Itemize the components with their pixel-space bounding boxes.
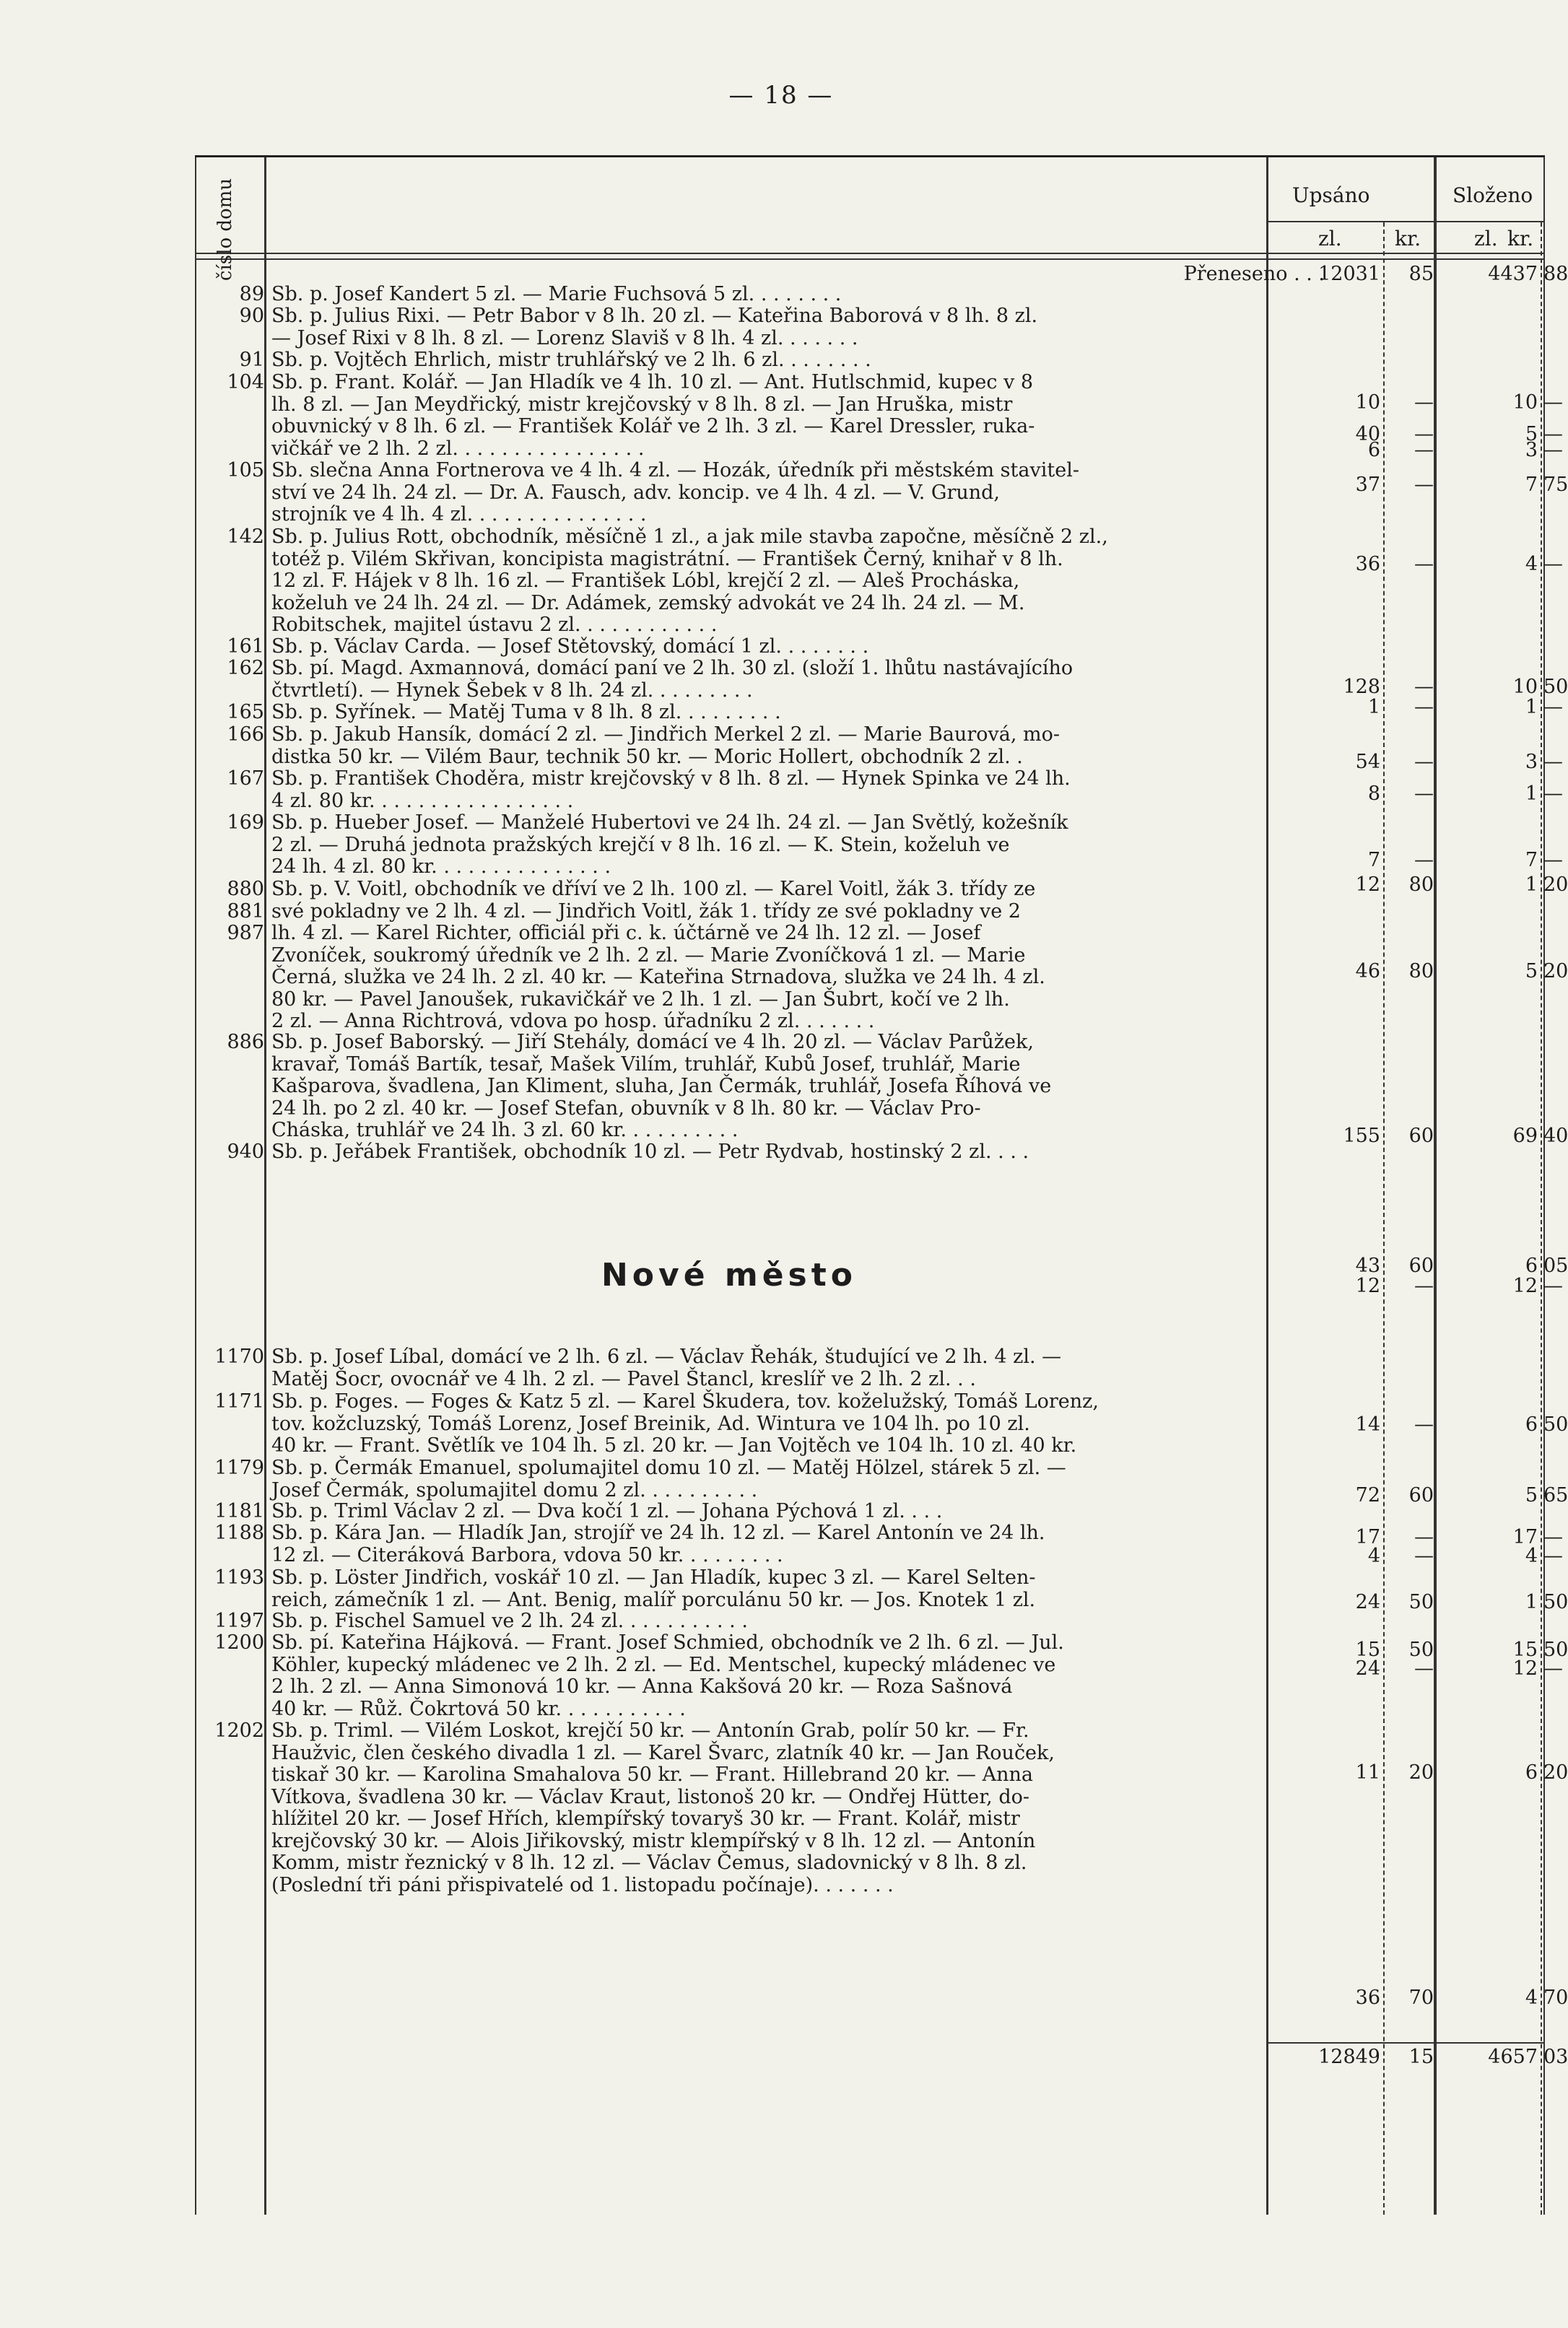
amount-upsano-zl: 8 [1367,782,1380,805]
amount-upsano-kr: — [1414,849,1434,871]
amount-upsano-kr: — [1414,553,1434,575]
amount-slozeno-zl: 3 [1525,751,1538,773]
entry-text: Sb. p. Triml. — Vilém Loskot, krejčí 50 kr. — Antonín Grab, polír 50 kr. — Fr. Haužvic, člen českého divadla 1 zl. — Karel Švarc, zlatník 40 kr. — Jan Rouček, tiskař 30 kr. — Karolina Smahalova 50 kr. — Frant. Hillebrand 20 kr. — Anna Vítkova, švadlena 30 kr. — Václav Kraut, listonoš 20 kr. — Ondřej Hütter, do- hlížitel 20 kr. — Josef Hřích, klempířský tovaryš 30 kr. — Frant. Kolář, mistr krejčovský 30 kr. — Alois Jiřikovský, mistr klempířský v 8 lh. 12 zl. — Antonín Komm, mistr řeznický v 8 lh. 12 zl. — Václav Čemus, sladovnický v 8 lh. 8 zl. (Poslední tři páni přispivatelé od 1. listopadu počínaje). . . . . . . [271,1719,1055,1896]
carried-forward-label: Přeneseno . . . [1183,263,1325,285]
entry-text: Sb. p. Josef Kandert 5 zl. — Marie Fuchsová 5 zl. . . . . . . . [271,283,842,305]
total-upsano-zl: 12849 [1318,2046,1380,2068]
house-number: 940 [227,1141,264,1163]
amount-upsano-zl: 12 [1355,873,1380,896]
house-number: 169 [227,811,264,834]
amount-upsano-zl: 7 [1367,849,1380,871]
amount-upsano-zl: 43 [1355,1255,1380,1277]
amount-upsano-zl: 36 [1355,553,1380,575]
amount-slozeno-zl: 1 [1525,782,1538,805]
amount-upsano-kr: 60 [1408,1125,1434,1147]
amount-upsano-zl: 11 [1355,1761,1380,1784]
amount-slozeno-zl: 12 [1512,1657,1538,1680]
amount-upsano-kr: — [1414,696,1434,718]
amount-slozeno-zl: 15 [1512,1639,1538,1661]
amount-upsano-zl: 24 [1355,1657,1380,1680]
amount-upsano-kr: 70 [1408,1987,1434,2009]
amount-slozeno-zl: 5 [1525,960,1538,982]
column-rule [195,157,196,2215]
amount-slozeno-zl: 6 [1525,1255,1538,1277]
entry-text: Sb. p. Vojtěch Ehrlich, mistr truhlářský ve 2 lh. 6 zl. . . . . . . . [271,349,871,371]
house-number: 1179 [214,1457,264,1479]
amount-upsano-kr: 80 [1408,873,1434,896]
section-heading-nove-mesto: Nové město [601,1257,858,1294]
house-number: 886 [227,1031,264,1053]
house-number-header: číslo domu [214,178,236,282]
amount-upsano-kr: 80 [1408,960,1434,982]
ledger-table: číslo domu Upsáno Složeno zl. kr. zl. kr. Přeneseno . . . 12031 85 4437 88 89 Sb. p. Josef Kandert 5 zl. — Marie Fuchsová 5 zl. . . . . . . . 90 Sb. p. Julius Rixi. — Petr Babor v 8 lh. 20 zl. — Kateřina Baborová v 8 lh. 8 zl. — Josef Rixi v 8 lh. 8 zl. — Lorenz Slaviš v 8 lh. 4 zl. . . . . . . 91 Sb. p. Vojtěch Ehrlich, mistr truhlářský ve 2 lh. 6 zl. . . . . . . . 104 Sb. p. Frant. Kolář. — Jan Hladík ve 4 lh. 10 zl. — Ant. Hutlschmid, kupec v 8 lh. 8 zl. — Jan Meydřický, mistr krejčovský v 8 lh. 8 zl. — Jan Hruška, mistr obuvnický v 8 lh. 6 zl. — František Kolář ve 2 lh. 3 zl. — Karel Dressler, ruka- vičkář ve 2 lh. 2 zl. . . . . . . . . . . . . . . . 105 Sb. slečna Anna Fortnerova ve 4 lh. 4 zl. — Hozák, úředník při městském stavitel- ství ve 24 lh. 24 zl. — Dr. A. Fausch, adv. koncip. ve 4 lh. 4 zl. — V. Grund, strojník ve 4 lh. 4 zl. . . . . . . . . . . . . . . 142 Sb. p. Julius Rott, obchodník, měsíčně 1 zl., a jak mile stavba započne, měsíčně 2 zl., totéž p. Vilém Skřivan, koncipista magistrátní. — František Černý, knihař v 8 lh. 12 zl. F. Hájek v 8 lh. 16 zl. — František Lóbl, krejčí 2 zl. — Aleš Procháska, koželuh ve 24 lh. 24 zl. — Dr. Adámek, zemský advokát ve 24 lh. 24 zl. — M. Robitschek, majitel ústavu 2 zl. . . . . . . . . . . . 161 Sb. p. Václav Carda. — Josef Stětovský, domácí 1 zl. . . . . . . . 162 Sb. pí. Magd. Axmannová, domácí paní ve 2 lh. 30 zl. (složí 1. lhůtu nastávajícího čtvrtletí). — Hynek Šebek v 8 lh. 24 zl. . . . . . . . . 165 Sb. p. Syřínek. — Matěj Tuma v 8 lh. 8 zl. . . . . . . . . 166 Sb. p. Jakub Hansík, domácí 2 zl. — Jindřich Merkel 2 zl. — Marie Baurová, mo- distka 50 kr. — Vilém Baur, technik 50 kr. — Moric Hollert, obchodník 2 zl. . 167 Sb. p. František Choděra, mistr krejčovský v 8 lh. 8 zl. — Hynek Spinka ve 24 lh. 4 zl. 80 kr. . . . . . . . . . . . . . . . . 169 Sb. p. Hueber Josef. — Manželé Hubertovi ve 24 lh. 24 zl. — Jan Světlý, kožešník 2 zl. — Druhá jednota pražských krejčí v 8 lh. 16 zl. — K. Stein, koželuh ve 24 lh. 4 zl. 80 kr. . . . . . . . . . . . . . . 880 881 987 Sb. p. V. Voitl, obchodník ve dříví ve 2 lh. 100 zl. — Karel Voitl, žák 3. třídy ze své pokladny ve 2 lh. 4 zl. — Jindřich Voitl, žák 1. třídy ze své pokladny ve 2 lh. 4 zl. — Karel Richter, officiál při c. k. účtárně ve 24 lh. 12 zl. — Josef Zvoníček, soukromý úředník ve 2 lh. 2 zl. — Marie Zvoníčková 1 zl. — Marie Černá, služka ve 24 lh. 2 zl. 40 kr. — Kateřina Strnadova, služka ve 24 lh. 4 zl. 80 kr. — Pavel Janoušek, rukavičkář ve 2 lh. 1 zl. — Jan Šubrt, kočí ve 2 lh. 2 zl. — Anna Richtrová, vdova po hosp. úřadníku 2 zl. . . . . . . 886 Sb. p. Josef Baborský. — Jiří Stehály, domácí ve 4 lh. 20 zl. — Václav Parůžek, kravař, Tomáš Bartík, tesař, Mašek Vilím, truhlář, Kubů Josef, truhlář, Marie Kašparova, švadlena, Jan Kliment, sluha, Jan Čermák, truhlář, Josefa Říhová ve 24 lh. po 2 zl. 40 kr. — Josef Stefan, obuvník v 8 lh. 80 kr. — Václav Pro- Cháska, truhlář ve 24 lh. 3 zl. 60 kr. . . . . . . . . . 940 Sb. p. Jeřábek František, obchodník 10 zl. — Petr Rydvab, hostinský 2 zl. . . . 10 — 10 — 40 — 5 — 6 — 3 — 37 — 7 75 36 — 4 — 128 — 10 50 1 — 1 — 54 — 3 — 8 — 1 — 7 — 7 — 12 80 1 20 46 80 5 20 155 60 69 40 43 60 6 05 12 — 12 — Nové město 1170 Sb. p. Josef Líbal, domácí ve 2 lh. 6 zl. — Václav Řehák, študující ve 2 lh. 4 zl. — Matěj Šocr, ovocnář ve 4 lh. 2 zl. — Pavel Štancl, kreslíř ve 2 lh. 2 zl. . . 1171 Sb. p. Foges. — Foges & Katz 5 zl. — Karel Škudera, tov. koželužský, Tomáš Lorenz, tov. kožcluzský, Tomáš Lorenz, Josef Breinik, Ad. Wintura ve 104 lh. po 10 zl. 40 kr. — Frant. Světlík ve 104 lh. 5 zl. 20 kr. — Jan Vojtěch ve 104 lh. 10 zl. 40 kr. 1179 Sb. p. Čermák Emanuel, spolumajitel domu 10 zl. — Matěj Hölzel, stárek 5 zl. — Josef Čermák, spolumajitel domu 2 zl. . . . . . . . . . 1181 Sb. p. Triml Václav 2 zl. — Dva kočí 1 zl. — Johana Pýchová 1 zl. . . . 1188 Sb. p. Kára Jan. — Hladík Jan, strojíř ve 24 lh. 12 zl. — Karel Antonín ve 24 lh. 12 zl. — Citeráková Barbora, vdova 50 kr. . . . . . . . . 1193 Sb. p. Löster Jindřich, voskář 10 zl. — Jan Hladík, kupec 3 zl. — Karel Selten- reich, zámečník 1 zl. — Ant. Benig, malíř porculánu 50 kr. — Jos. Knotek 1 zl. 1197 Sb. p. Fischel Samuel ve 2 lh. 24 zl. . . . . . . . . . . 1200 Sb. pí. Kateřina Hájková. — Frant. Josef Schmied, obchodník ve 2 lh. 6 zl. — Jul. Köhler, kupecký mládenec ve 2 lh. 2 zl. — Ed. Mentschel, kupecký mládenec ve 2 lh. 2 zl. — Anna Simonová 10 kr. — Anna Kakšová 20 kr. — Roza Sašnová 40 kr. — Růž. Čokrtová 50 kr. . . . . . . . . . . 1202 Sb. p. Triml. — Vilém Loskot, krejčí 50 kr. — Antonín Grab, polír 50 kr. — Fr. Haužvic, člen českého divadla 1 zl. — Karel Švarc, zlatník 40 kr. — Jan Rouček, tiskař 30 kr. — Karolina Smahalova 50 kr. — Frant. Hillebrand 20 kr. — Anna Vítkova, švadlena 30 kr. — Václav Kraut, listonoš 20 kr. — Ondřej Hütter, do- hlížitel 20 kr. — Josef Hřích, klempířský tovaryš 30 kr. — Frant. Kolář, mistr krejčovský 30 kr. — Alois Jiřikovský, mistr klempířský v 8 lh. 12 zl. — Antonín Komm, mistr řeznický v 8 lh. 12 zl. — Václav Čemus, sladovnický v 8 lh. 8 zl. (Poslední tři páni přispivatelé od 1. listopadu počínaje). . . . . . . 14 — 6 50 72 60 5 65 17 — 17 — 4 — 4 — 24 50 1 50 15 50 15 50 24 — 12 — 11 20 6 20 36 70 4 70 12849 15 4657 03 [195,155,1545,2215]
amount-slozeno-zl: 12 [1512,1275,1538,1297]
amount-upsano-kr: 50 [1408,1639,1434,1661]
amount-slozeno-zl: 1 [1525,873,1538,896]
amount-slozeno-zl: 5 [1525,423,1538,445]
amount-slozeno-zl: 7 [1525,474,1538,496]
amount-slozeno-zl: 7 [1525,849,1538,871]
subscribed-kr-header: kr. [1395,227,1421,250]
amount-upsano-zl: 37 [1355,474,1380,496]
amount-upsano-zl: 128 [1343,676,1380,698]
house-number: 1181 [214,1500,264,1522]
entry-text: Sb. pí. Magd. Axmannová, domácí paní ve 2 lh. 30 zl. (složí 1. lhůtu nastávajícího čtvrtletí). — Hynek Šebek v 8 lh. 24 zl. . . . . . . . . [271,657,1073,702]
house-number: 89 [239,283,264,305]
header-rule [195,253,1545,254]
house-number: 142 [227,526,264,548]
amount-upsano-zl: 72 [1355,1484,1380,1507]
entry-text: Sb. p. Jakub Hansík, domácí 2 zl. — Jindřich Merkel 2 zl. — Marie Baurová, mo- distka 50 kr. — Vilém Baur, technik 50 kr. — Moric Hollert, obchodník 2 zl. . [271,723,1060,768]
amount-upsano-kr: — [1414,423,1434,445]
column-rule [1543,157,1545,2215]
entry-text: Sb. p. Julius Rott, obchodník, měsíčně 1 zl., a jak mile stavba započne, měsíčně 2 zl., totéž p. Vilém Skřivan, koncipista magistrátní. — František Černý, knihař v 8 lh. 12 zl. F. Hájek v 8 lh. 16 zl. — František Lóbl, krejčí 2 zl. — Aleš Procháska, koželuh ve 24 lh. 24 zl. — Dr. Adámek, zemský advokát ve 24 lh. 24 zl. — M. Robitschek, majitel ústavu 2 zl. . . . . . . . . . . . [271,526,1108,636]
house-number: 1202 [214,1719,264,1742]
amount-slozeno-zl: 6 [1525,1413,1538,1436]
entry-text: Sb. p. Václav Carda. — Josef Stětovský, domácí 1 zl. . . . . . . . [271,635,869,658]
house-number: 161 [227,635,264,658]
amount-upsano-zl: 10 [1355,391,1380,414]
entry-text: Sb. p. Fischel Samuel ve 2 lh. 24 zl. . . . . . . . . . . [271,1610,748,1632]
house-number: 880 881 987 [227,878,264,944]
subscribed-zl-header: zl. [1318,227,1342,250]
paid-kr-header: kr. [1507,227,1534,250]
amount-upsano-zl: 17 [1355,1526,1380,1548]
house-number: 90 [239,305,264,327]
carried-upsano-zl: 12031 [1318,263,1380,285]
house-number: 1197 [214,1610,264,1632]
house-number: 1171 [214,1390,264,1413]
amount-slozeno-zl: 17 [1512,1526,1538,1548]
amount-upsano-zl: 54 [1355,751,1380,773]
entry-text: Sb. p. Julius Rixi. — Petr Babor v 8 lh. 20 zl. — Kateřina Baborová v 8 lh. 8 zl. — Josef Rixi v 8 lh. 8 zl. — Lorenz Slaviš v 8 lh. 4 zl. . . . . . . [271,305,1038,349]
amount-upsano-zl: 15 [1355,1639,1380,1661]
entry-text: Sb. p. Jeřábek František, obchodník 10 zl. — Petr Rydvab, hostinský 2 zl. . . . [271,1141,1029,1163]
header-rule [1266,221,1545,222]
amount-upsano-kr: — [1414,1413,1434,1436]
amount-upsano-zl: 6 [1367,439,1380,461]
total-slozeno-zl: 4657 [1488,2046,1538,2068]
entry-text: Sb. p. Syřínek. — Matěj Tuma v 8 lh. 8 zl. . . . . . . . . [271,701,781,723]
amount-upsano-kr: — [1414,782,1434,805]
house-number: 165 [227,701,264,723]
column-rule [264,157,266,2215]
house-number: 1193 [214,1566,264,1589]
entry-text: Sb. p. V. Voitl, obchodník ve dříví ve 2 lh. 100 zl. — Karel Voitl, žák 3. třídy ze své pokladny ve 2 lh. 4 zl. — Jindřich Voitl, žák 1. třídy ze své pokladny ve 2 lh. 4 zl. — Karel Richter, officiál při c. k. účtárně ve 24 lh. 12 zl. — Josef Zvoníček, soukromý úředník ve 2 lh. 2 zl. — Marie Zvoníčková 1 zl. — Marie Černá, služka ve 24 lh. 2 zl. 40 kr. — Kateřina Strnadova, služka ve 24 lh. 4 zl. 80 kr. — Pavel Janoušek, rukavičkář ve 2 lh. 1 zl. — Jan Šubrt, kočí ve 2 lh. 2 zl. — Anna Richtrová, vdova po hosp. úřadníku 2 zl. . . . . . . [271,878,1045,1032]
amount-upsano-zl: 40 [1355,423,1380,445]
paid-header: Složeno [1452,183,1533,207]
header-rule [195,258,1545,260]
amount-slozeno-zl: 5 [1525,1484,1538,1507]
amount-upsano-zl: 155 [1343,1125,1380,1147]
amount-slozeno-zl: 10 [1512,391,1538,414]
entry-text: Sb. p. Kára Jan. — Hladík Jan, strojíř ve 24 lh. 12 zl. — Karel Antonín ve 24 lh. 12 zl. — Citeráková Barbora, vdova 50 kr. . . . . . . . . [271,1522,1045,1566]
amount-upsano-kr: — [1414,676,1434,698]
amount-slozeno-zl: 4 [1525,1987,1538,2009]
amount-upsano-kr: — [1414,1526,1434,1548]
amount-upsano-kr: 60 [1408,1255,1434,1277]
column-rule [1541,222,1542,2215]
amount-upsano-zl: 14 [1355,1413,1380,1436]
amount-upsano-zl: 1 [1367,696,1380,718]
amount-slozeno-zl: 10 [1512,676,1538,698]
amount-upsano-kr: 60 [1408,1484,1434,1507]
amount-upsano-kr: 20 [1408,1761,1434,1784]
entry-text: Sb. slečna Anna Fortnerova ve 4 lh. 4 zl. — Hozák, úředník při městském stavitel- ství ve 24 lh. 24 zl. — Dr. A. Fausch, adv. koncip. ve 4 lh. 4 zl. — V. Grund, strojník ve 4 lh. 4 zl. . . . . . . . . . . . . . . [271,459,1079,526]
amount-upsano-zl: 12 [1355,1275,1380,1297]
amount-upsano-kr: — [1414,1657,1434,1680]
house-number: 162 [227,657,264,679]
entry-text: Sb. p. Josef Líbal, domácí ve 2 lh. 6 zl. — Václav Řehák, študující ve 2 lh. 4 zl. — Matěj Šocr, ovocnář ve 4 lh. 2 zl. — Pavel Štancl, kreslíř ve 2 lh. 2 zl. . . [271,1346,1062,1390]
amount-upsano-zl: 46 [1355,960,1380,982]
amount-upsano-kr: — [1414,439,1434,461]
amount-slozeno-zl: 4 [1525,1545,1538,1567]
carried-upsano-kr: 85 [1408,263,1434,285]
amount-upsano-kr: — [1414,1545,1434,1567]
house-number: 104 [227,371,264,393]
amount-upsano-kr: 50 [1408,1591,1434,1613]
carried-slozeno-zl: 4437 [1488,263,1538,285]
house-number: 1188 [214,1522,264,1544]
totals-rule [1266,2042,1545,2044]
amount-upsano-kr: — [1414,391,1434,414]
entry-text: Sb. p. Čermák Emanuel, spolumajitel domu 10 zl. — Matěj Hölzel, stárek 5 zl. — Josef Čermák, spolumajitel domu 2 zl. . . . . . . . . . [271,1457,1066,1501]
subscribed-header: Upsáno [1292,183,1370,207]
amount-slozeno-zl: 1 [1525,696,1538,718]
entry-text: Sb. p. Frant. Kolář. — Jan Hladík ve 4 lh. 10 zl. — Ant. Hutlschmid, kupec v 8 lh. 8 zl. — Jan Meydřický, mistr krejčovský v 8 lh. 8 zl. — Jan Hruška, mistr obuvnický v 8 lh. 6 zl. — František Kolář ve 2 lh. 3 zl. — Karel Dressler, ruka- vičkář ve 2 lh. 2 zl. . . . . . . . . . . . . . . . [271,371,1035,460]
entry-text: Sb. p. Triml Václav 2 zl. — Dva kočí 1 zl. — Johana Pýchová 1 zl. . . . [271,1500,943,1522]
house-number: 1170 [214,1346,264,1368]
entry-text: Sb. pí. Kateřina Hájková. — Frant. Josef Schmied, obchodník ve 2 lh. 6 zl. — Jul. Köhler, kupecký mládenec ve 2 lh. 2 zl. — Ed. Mentschel, kupecký mládenec ve 2 lh. 2 zl. — Anna Simonová 10 kr. — Anna Kakšová 20 kr. — Roza Sašnová 40 kr. — Růž. Čokrtová 50 kr. . . . . . . . . . . [271,1631,1064,1720]
amount-slozeno-zl: 69 [1512,1125,1538,1147]
house-number: 105 [227,459,264,481]
house-number: 167 [227,767,264,790]
entry-text: Sb. p. Hueber Josef. — Manželé Hubertovi ve 24 lh. 24 zl. — Jan Světlý, kožešník 2 zl. — Druhá jednota pražských krejčí v 8 lh. 16 zl. — K. Stein, koželuh ve 24 lh. 4 zl. 80 kr. . . . . . . . . . . . . . . [271,811,1068,878]
entry-text: Sb. p. Löster Jindřich, voskář 10 zl. — Jan Hladík, kupec 3 zl. — Karel Selten- reich, zámečník 1 zl. — Ant. Benig, malíř porculánu 50 kr. — Jos. Knotek 1 zl. [271,1566,1036,1611]
amount-slozeno-zl: 4 [1525,553,1538,575]
amount-upsano-zl: 36 [1355,1987,1380,2009]
amount-upsano-kr: — [1414,1275,1434,1297]
page-number: — 18 — [728,81,834,110]
amount-upsano-zl: 24 [1355,1591,1380,1613]
house-number: 1200 [214,1631,264,1654]
entry-text: Sb. p. František Choděra, mistr krejčovský v 8 lh. 8 zl. — Hynek Spinka ve 24 lh. 4 zl. 80 kr. . . . . . . . . . . . . . . . . [271,767,1071,812]
amount-slozeno-zl: 3 [1525,439,1538,461]
entry-text: Sb. p. Josef Baborský. — Jiří Stehály, domácí ve 4 lh. 20 zl. — Václav Parůžek, kravař, Tomáš Bartík, tesař, Mašek Vilím, truhlář, Kubů Josef, truhlář, Marie Kašparova, švadlena, Jan Kliment, sluha, Jan Čermák, truhlář, Josefa Říhová ve 24 lh. po 2 zl. 40 kr. — Josef Stefan, obuvník v 8 lh. 80 kr. — Václav Pro- Cháska, truhlář ve 24 lh. 3 zl. 60 kr. . . . . . . . . . [271,1031,1052,1141]
house-number: 166 [227,723,264,746]
amount-upsano-kr: — [1414,474,1434,496]
house-number: 91 [239,349,264,371]
amount-slozeno-zl: 1 [1525,1591,1538,1613]
total-upsano-kr: 15 [1408,2046,1434,2068]
paid-zl-header: zl. [1474,227,1498,250]
entry-text: Sb. p. Foges. — Foges & Katz 5 zl. — Karel Škudera, tov. koželužský, Tomáš Lorenz, tov. kožcluzský, Tomáš Lorenz, Josef Breinik, Ad. Wintura ve 104 lh. po 10 zl. 40 kr. — Frant. Světlík ve 104 lh. 5 zl. 20 kr. — Jan Vojtěch ve 104 lh. 10 zl. 40 kr. [271,1390,1099,1457]
amount-slozeno-zl: 6 [1525,1761,1538,1784]
amount-upsano-kr: — [1414,751,1434,773]
amount-upsano-zl: 4 [1367,1545,1380,1567]
